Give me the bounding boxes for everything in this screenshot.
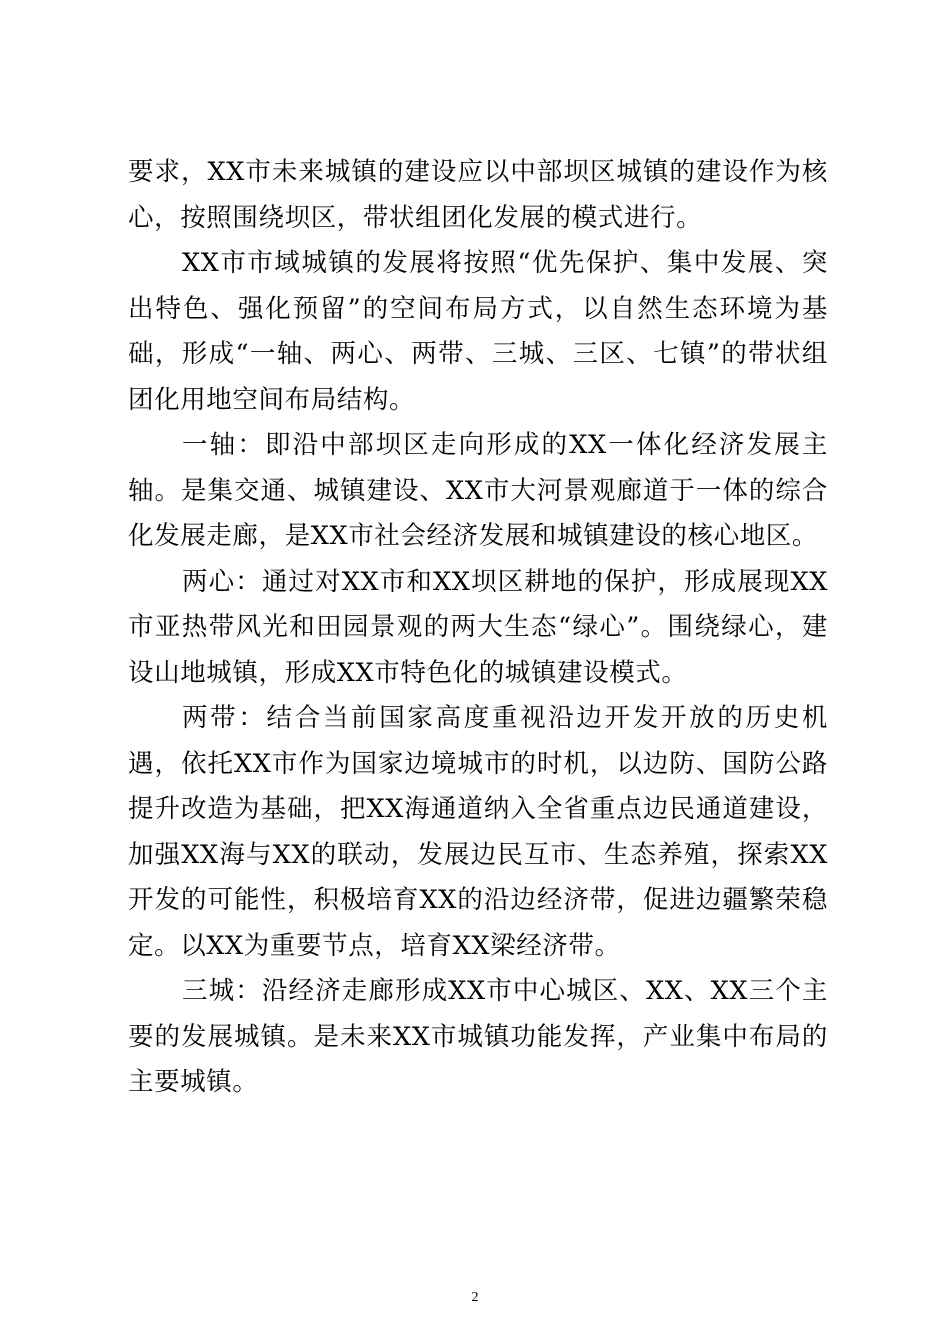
paragraph-three-cities: 三城：沿经济走廊形成XX市中心城区、XX、XX三个主要的发展城镇。是未来XX市城镇功能发挥，产业集中布局的主要城镇。	[128, 976, 828, 1097]
paragraph-continuation: 要求，XX市未来城镇的建设应以中部坝区城镇的建设作为核心，按照围绕坝区，带状组团化发展的模式进行。	[128, 157, 828, 233]
page-number: 2	[471, 1290, 479, 1305]
document-body	[128, 150, 828, 1106]
paragraph-two-cores: 两心：通过对XX市和XX坝区耕地的保护，形成展现XX市亚热带风光和田园景观的两大生态“绿心”。围绕绿心，建设山地城镇，形成XX市特色化的城镇建设模式。	[128, 566, 828, 688]
paragraph-two-belts: 两带：结合当前国家高度重视沿边开发开放的历史机遇，依托XX市作为国家边境城市的时机，以边防、国防公路提升改造为基础，把XX海通道纳入全省重点边民通道建设，加强XX海与XX的联动，发展边民互市、生态养殖，探索XX开发的可能性，积极培育XX的沿边经济带，促进边疆繁荣稳定。以XX为重要节点，培育XX梁经济带。	[128, 703, 828, 961]
paragraph-one-axis: 一轴：即沿中部坝区走向形成的XX一体化经济发展主轴。是集交通、城镇建设、XX市大河景观廊道于一体的综合化发展走廊，是XX市社会经济发展和城镇建设的核心地区。	[128, 430, 828, 551]
paragraph-spatial-layout: XX市市域城镇的发展将按照“优先保护、集中发展、突出特色、强化预留”的空间布局方式，以自然生态环境为基础，形成“一轴、两心、两带、三城、三区、七镇”的带状组团化用地空间布局结构。	[128, 248, 828, 415]
